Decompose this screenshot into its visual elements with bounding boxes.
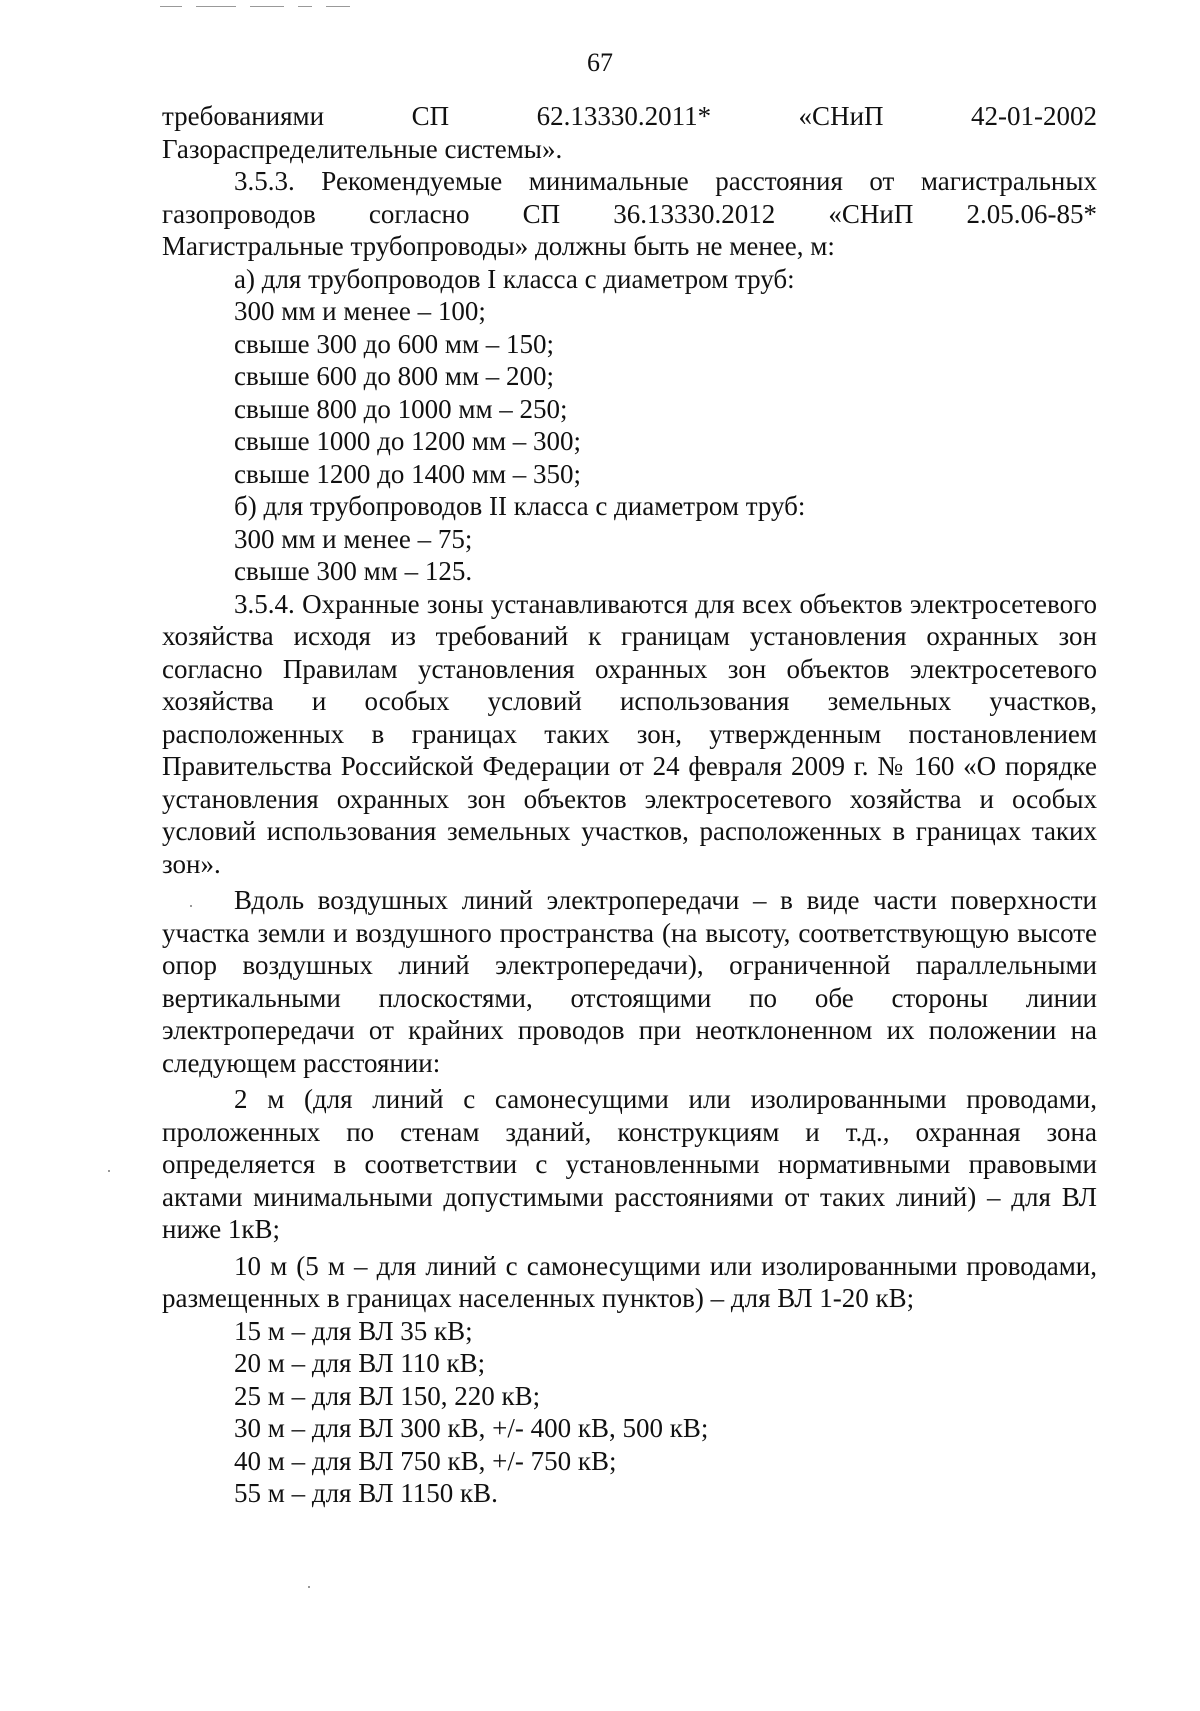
list-item: 300 мм и менее – 100; bbox=[234, 296, 486, 326]
list-item: свыше 300 до 600 мм – 150; bbox=[234, 328, 555, 359]
paragraph-line: газопроводов согласно СП 36.13330.2012 «СНиП 2.05.06-85* bbox=[162, 198, 1097, 229]
paragraph-line: требованиями СП 62.13330.2011* «СНиП 42-01-2002 bbox=[162, 101, 1097, 131]
list-class-1 bbox=[162, 263, 1097, 491]
list-item: свыше 300 мм – 125. bbox=[234, 556, 473, 586]
list-item: 15 м – для ВЛ 35 кВ; bbox=[234, 1315, 473, 1346]
list-item: 25 м – для ВЛ 150, 220 кВ; bbox=[234, 1380, 541, 1411]
paragraph-overhead-lines: Вдоль воздушных линий электропередачи – в виде части поверхности участка земли и воздушного пространства (на высоту, соответствующую высоте опор воздушных линий электропередачи), ограниченной параллельными вертикальными плоскостями, отстоящими по обе стороны линии электропередачи от крайних проводов при неотклоненном их положении на следующем расстоянии: bbox=[162, 885, 1097, 1078]
scan-artifact-marks bbox=[160, 6, 364, 24]
scan-speck bbox=[108, 1170, 110, 1172]
list-item: 300 мм и менее – 75; bbox=[234, 523, 473, 554]
paragraph-line: 3.5.3. Рекомендуемые минимальные расстояния от магистральных bbox=[234, 166, 1097, 196]
paragraph-line: Газораспределительные системы». bbox=[162, 133, 563, 164]
paragraph-2m: 2 м (для линий с самонесущими или изолированными проводами, проложенных по стенам зданий, конструкциям и т.д., охранная зона определяется в соответствии с установленными нормативными правовыми актами минимальными допустимыми расстояниями от таких линий) – для ВЛ ниже 1кВ; bbox=[162, 1084, 1097, 1244]
list-item: 40 м – для ВЛ 750 кВ, +/- 750 кВ; bbox=[234, 1445, 617, 1476]
scan-speck bbox=[190, 905, 192, 907]
paragraph-line: Магистральные трубопроводы» должны быть не менее, м: bbox=[162, 231, 835, 261]
list-item: свыше 600 до 800 мм – 200; bbox=[234, 361, 555, 391]
page-number: 67 bbox=[587, 48, 613, 77]
list-item: свыше 1000 до 1200 мм – 300; bbox=[234, 426, 582, 456]
list-item: 30 м – для ВЛ 300 кВ, +/- 400 кВ, 500 кВ; bbox=[234, 1413, 709, 1443]
list-heading: б) для трубопроводов II класса с диаметром труб: bbox=[234, 491, 806, 521]
list-item: 55 м – для ВЛ 1150 кВ. bbox=[234, 1478, 498, 1508]
list-class-2 bbox=[162, 490, 1097, 588]
scan-speck bbox=[308, 1586, 310, 1588]
distance-list bbox=[162, 1315, 1097, 1510]
paragraph-3-5-4: 3.5.4. Охранные зоны устанавливаются для всех объектов электросетевого хозяйства исходя из требований к границам установления охранных зон согласно Правилам установления охранных зон объектов электросетевого хозяйства и особых условий использования земельных участков, расположенных в границах таких зон, утвержденным постановлением Правительства Российской Федерации от 24 февраля 2009 г. № 160 «О порядке установления охранных зон объектов электросетевого хозяйства и особых условий использования земельных участков, расположенных в границах таких зон». bbox=[162, 588, 1097, 879]
document-body bbox=[162, 100, 1097, 1510]
list-item: свыше 1200 до 1400 мм – 350; bbox=[234, 458, 582, 489]
paragraph-10m: 10 м (5 м – для линий с самонесущими или изолированными проводами, размещенных в границах населенных пунктов) – для ВЛ 1-20 кВ; bbox=[162, 1250, 1097, 1313]
list-item: 20 м – для ВЛ 110 кВ; bbox=[234, 1348, 486, 1378]
list-heading: а) для трубопроводов I класса с диаметром труб: bbox=[234, 263, 795, 294]
list-item: свыше 800 до 1000 мм – 250; bbox=[234, 393, 568, 424]
